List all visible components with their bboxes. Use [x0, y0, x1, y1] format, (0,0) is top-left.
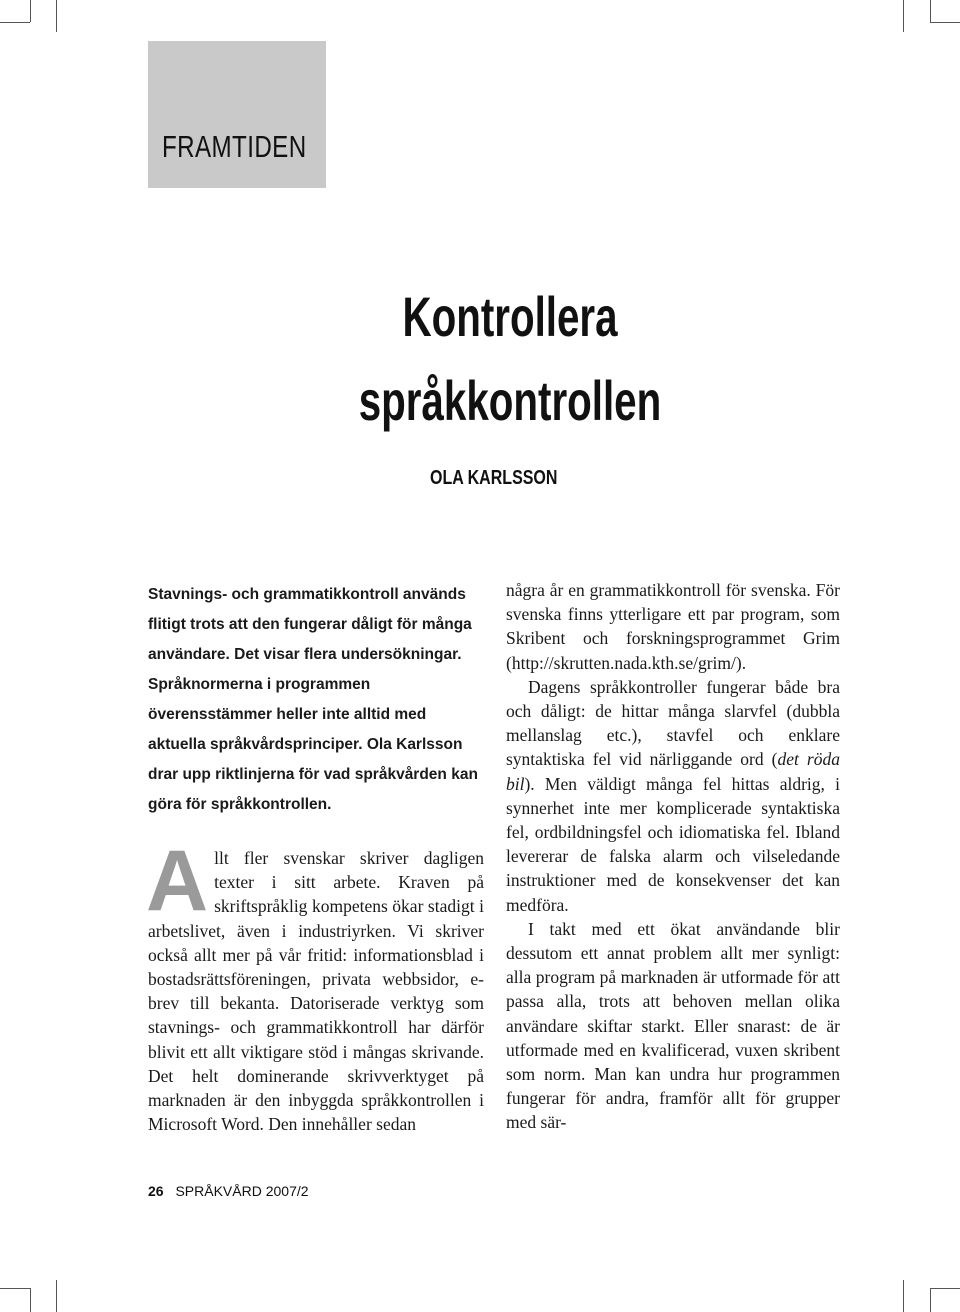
crop-mark	[930, 0, 931, 22]
section-label: FRAMTIDEN	[162, 129, 307, 164]
title-line-2: språkkontrollen	[358, 369, 662, 432]
body-text: llt fler svenskar skriver dagligen texter i sitt arbete. Kraven på skriftspråklig kompetens ökar stadigt i arbetslivet, även i industriyrken. Vi skriver också allt mer på vår fritid: informationsblad i bostadsrättsföreningen, privata webbsidor, e-brev till bekanta. Datoriserade verktyg som stavnings- och grammatikkontroll har därför blivit ett allt viktigare stöd i mångas skrivande. Det helt dominerande skrivverktyget på marknaden är den inbyggda språkkontrollen i Microsoft Word. Den innehåller sedan	[148, 848, 484, 1135]
page-footer	[148, 1183, 309, 1199]
body-text: Dagens språkkontroller fungerar både bra och dåligt: de hittar många slarvfel (dubbla mellanslag etc.), stavfel och enklare syntaktiska fel vid närliggande ord (	[506, 676, 840, 770]
crop-mark	[930, 1288, 960, 1289]
drop-cap: A	[146, 833, 209, 929]
crop-mark	[903, 1280, 904, 1312]
crop-mark	[0, 22, 30, 23]
crop-mark	[56, 1280, 57, 1312]
page-number: 26	[148, 1183, 164, 1199]
body-text: ). Men väldigt många fel hittas aldrig, i synnerhet inte mer komplicerade syntaktiska fel, ordbildningsfel och idiomatiska fel. Ibland levererar de falska alarm och vilseledande instruktioner med de konsekvenser det kan medföra.	[506, 773, 840, 915]
crop-mark	[930, 1288, 931, 1312]
crop-mark	[30, 1288, 31, 1312]
article-author: OLA KARLSSON	[430, 467, 558, 489]
title-line-1: Kontrollera	[402, 285, 618, 348]
body-column-right	[506, 578, 840, 1135]
publication-name: SPRÅKVÅRD 2007/2	[175, 1183, 309, 1199]
body-paragraph	[506, 675, 840, 917]
crop-mark	[56, 0, 57, 32]
body-column-left	[146, 833, 484, 1136]
body-paragraph: några år en grammatikkontroll för svenska. För svenska finns ytterligare ett par program, som Skribent och forskningsprogrammet Grim (http://skrutten.nada.kth.se/grim/).	[506, 580, 840, 673]
crop-mark	[930, 22, 960, 23]
article-title	[290, 275, 730, 443]
body-paragraph	[146, 833, 484, 1136]
article-lead: Stavnings- och grammatikkontroll används flitigt trots att den fungerar dåligt för många användare. Det visar flera undersökningar. Språknormerna i programmen överensstämmer heller inte alltid med aktuella språkvårdsprinciper. Ola Karlsson drar upp riktlinjerna för vad språkvården kan göra för språkkontrollen.	[148, 586, 478, 813]
example-phrase: det röda bil	[506, 749, 840, 794]
body-paragraph: I takt med ett ökat användande blir dessutom ett annat problem allt mer synligt: alla program på marknaden är utformade för att passa alla, trots att behoven mellan olika användare skiftar starkt. Eller snarast: de är utformade med en kvalificerad, vuxen skribent som norm. Man kan undra hur programmen fungerar för andra, framför allt för grupper med sär-	[506, 918, 840, 1133]
crop-mark	[903, 0, 904, 32]
crop-mark	[30, 0, 31, 22]
crop-mark	[0, 1288, 30, 1289]
section-header-box	[148, 41, 326, 188]
